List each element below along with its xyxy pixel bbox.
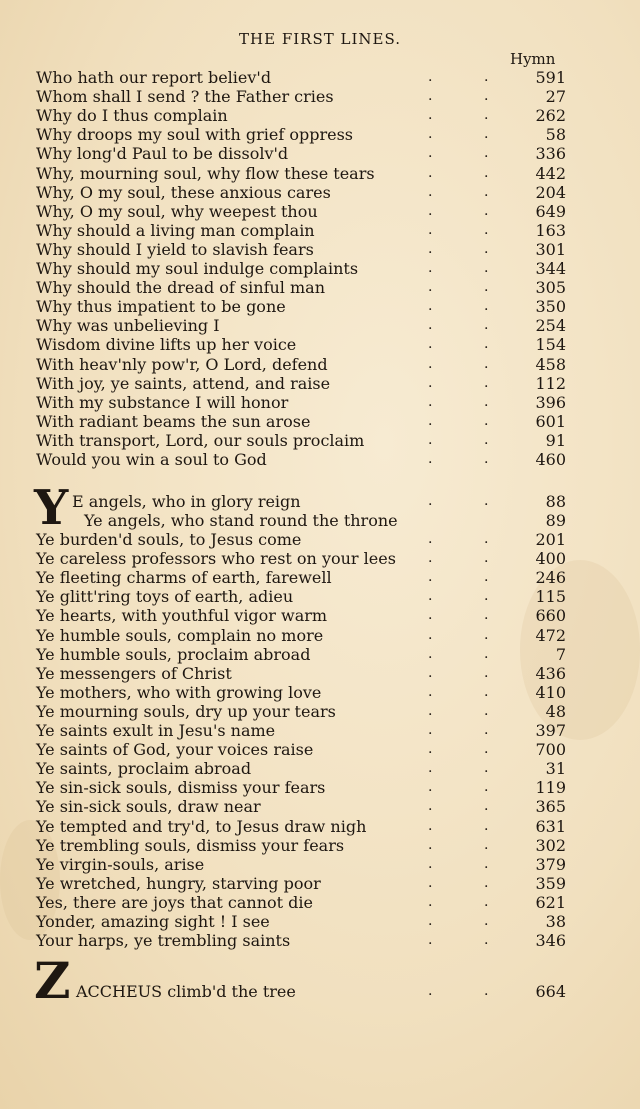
index-entry bbox=[36, 125, 566, 144]
entry-text: Ye humble souls, proclaim abroad bbox=[36, 644, 311, 664]
hymn-number: 88 bbox=[545, 492, 566, 511]
hymn-number: 305 bbox=[535, 278, 566, 298]
leader-dot: . bbox=[484, 393, 489, 410]
index-entry bbox=[36, 240, 566, 259]
entry-text: Ye humble souls, complain no more bbox=[36, 625, 324, 645]
leader-dot: . bbox=[428, 88, 433, 105]
leader-dot: . bbox=[428, 451, 433, 467]
leader-dot: . bbox=[484, 145, 489, 162]
leader-dot: . bbox=[428, 645, 433, 662]
hymn-number: 601 bbox=[535, 411, 566, 431]
hymn-number: 27 bbox=[545, 87, 566, 107]
leader-dot: . bbox=[484, 722, 489, 738]
index-entry bbox=[36, 606, 566, 625]
hymn-number: 31 bbox=[545, 759, 566, 779]
hymn-number: 631 bbox=[535, 816, 566, 836]
leader-dot: . bbox=[484, 202, 489, 219]
leader-dot: . bbox=[484, 836, 489, 853]
leader-dot: . bbox=[428, 741, 433, 758]
entry-text: Ye virgin-souls, arise bbox=[36, 854, 205, 874]
hymn-number: 436 bbox=[535, 663, 566, 683]
leader-dot: . bbox=[484, 298, 489, 315]
leader-dot: . bbox=[484, 664, 489, 681]
leader-dot: . bbox=[484, 741, 489, 758]
index-entry bbox=[36, 912, 566, 931]
entry-text: E angels, who in glory reign bbox=[72, 492, 301, 511]
index-entry bbox=[36, 683, 566, 702]
entry-text: Ye wretched, hungry, starving poor bbox=[36, 873, 321, 893]
index-entry bbox=[36, 374, 566, 393]
leader-dot: . bbox=[428, 531, 433, 547]
index-entry bbox=[36, 221, 566, 240]
entry-text: With my substance I will honor bbox=[36, 392, 289, 412]
entry-text: Ye saints of God, your voices raise bbox=[36, 740, 314, 760]
entry-text: Yonder, amazing sight ! I see bbox=[36, 912, 270, 931]
hymn-number: 458 bbox=[535, 354, 566, 374]
leader-dot: . bbox=[484, 126, 489, 143]
index-entry bbox=[36, 530, 566, 549]
hymn-number: 591 bbox=[535, 68, 566, 87]
index-entry bbox=[36, 797, 566, 816]
leader-dot: . bbox=[484, 855, 489, 872]
leader-dot: . bbox=[484, 451, 489, 467]
entry-text: Why thus impatient to be gone bbox=[36, 297, 286, 317]
entry-text: Ye messengers of Christ bbox=[36, 663, 232, 683]
leader-dot: . bbox=[484, 817, 489, 834]
leader-dot: . bbox=[428, 913, 433, 929]
index-entry bbox=[36, 982, 566, 1001]
entry-text: Ye careless professors who rest on your lees bbox=[36, 549, 396, 569]
leader-dot: . bbox=[428, 664, 433, 681]
entry-text: Why droops my soul with grief oppress bbox=[36, 125, 353, 145]
hymn-number: 397 bbox=[535, 721, 566, 740]
leader-dot: . bbox=[484, 626, 489, 643]
leader-dot: . bbox=[484, 550, 489, 567]
entry-text: Who hath our report believ'd bbox=[36, 68, 272, 87]
leader-dot: . bbox=[428, 126, 433, 143]
index-entry bbox=[36, 511, 566, 530]
index-entry bbox=[36, 316, 566, 335]
entry-text: Ye tempted and try'd, to Jesus draw nigh bbox=[36, 816, 367, 836]
index-entry bbox=[36, 164, 566, 183]
entry-text: Ye hearts, with youthful vigor warm bbox=[36, 606, 328, 626]
index-entry bbox=[36, 645, 566, 664]
leader-dot: . bbox=[428, 588, 433, 605]
index-entry bbox=[36, 855, 566, 874]
leader-dot: . bbox=[428, 355, 433, 372]
entry-text: Ye burden'd souls, to Jesus come bbox=[36, 530, 302, 549]
index-entry bbox=[36, 836, 566, 855]
entry-text: Wisdom divine lifts up her voice bbox=[36, 335, 297, 355]
entry-text: Why was unbelieving I bbox=[36, 316, 220, 336]
hymn-number: 112 bbox=[535, 373, 566, 393]
leader-dot: . bbox=[428, 279, 433, 296]
index-entry bbox=[36, 778, 566, 797]
index-entry bbox=[36, 587, 566, 606]
hymn-number: 163 bbox=[535, 220, 566, 240]
leader-dot: . bbox=[428, 69, 433, 85]
leader-dot: . bbox=[484, 798, 489, 815]
hymn-number: 700 bbox=[535, 740, 566, 760]
hymn-number: 48 bbox=[545, 701, 566, 721]
hymn-number: 664 bbox=[535, 982, 566, 1001]
index-entry bbox=[36, 702, 566, 721]
leader-dot: . bbox=[428, 393, 433, 410]
hymn-number: 660 bbox=[535, 606, 566, 626]
hymn-number: 115 bbox=[535, 587, 566, 607]
leader-dot: . bbox=[428, 317, 433, 334]
hymn-number: 346 bbox=[535, 931, 566, 951]
dropcap-y: Y bbox=[34, 480, 69, 536]
leader-dot: . bbox=[428, 798, 433, 815]
index-entry bbox=[36, 393, 566, 412]
leader-dot: . bbox=[484, 983, 489, 999]
hymn-number: 442 bbox=[535, 163, 566, 183]
leader-dot: . bbox=[428, 374, 433, 391]
leader-dot: . bbox=[428, 874, 433, 891]
leader-dot: . bbox=[484, 874, 489, 891]
hymn-number: 460 bbox=[535, 450, 566, 469]
entry-text: Ye mothers, who with growing love bbox=[36, 682, 322, 702]
leader-dot: . bbox=[428, 817, 433, 834]
leader-dot: . bbox=[428, 626, 433, 643]
index-entry bbox=[36, 202, 566, 221]
hymn-number: 472 bbox=[535, 625, 566, 645]
leader-dot: . bbox=[484, 88, 489, 105]
leader-dot: . bbox=[428, 164, 433, 181]
leader-dot: . bbox=[484, 260, 489, 276]
hymn-number: 204 bbox=[535, 182, 566, 202]
entry-text: With heav'nly pow'r, O Lord, defend bbox=[36, 354, 328, 374]
entry-text: Why long'd Paul to be dissolv'd bbox=[36, 144, 289, 164]
hymn-number: 7 bbox=[555, 644, 566, 664]
leader-dot: . bbox=[484, 913, 489, 929]
leader-dot: . bbox=[484, 412, 489, 429]
leader-dot: . bbox=[428, 683, 433, 700]
hymn-number: 91 bbox=[545, 430, 566, 450]
entry-text: Ye fleeting charms of earth, farewell bbox=[36, 568, 332, 588]
hymn-number: 365 bbox=[535, 797, 566, 817]
leader-dot: . bbox=[484, 607, 489, 624]
index-entry bbox=[36, 355, 566, 374]
leader-dot: . bbox=[428, 336, 433, 353]
index-entry bbox=[36, 721, 566, 740]
entry-text: Why should I yield to slavish fears bbox=[36, 239, 314, 259]
entry-text: Why should the dread of sinful man bbox=[36, 278, 326, 298]
leader-dot: . bbox=[428, 202, 433, 219]
index-entry bbox=[36, 183, 566, 202]
entry-text: Why, mourning soul, why flow these tears bbox=[36, 163, 375, 183]
hymn-number: 302 bbox=[535, 835, 566, 855]
leader-dot: . bbox=[484, 279, 489, 296]
leader-dot: . bbox=[428, 702, 433, 719]
hymn-number: 396 bbox=[535, 392, 566, 412]
entry-text: Why, O my soul, these anxious cares bbox=[36, 182, 331, 202]
leader-dot: . bbox=[484, 317, 489, 334]
index-entry bbox=[36, 106, 566, 125]
entry-text: Ye sin-sick souls, dismiss your fears bbox=[36, 778, 326, 798]
hymn-number: 254 bbox=[535, 316, 566, 336]
index-entry bbox=[36, 450, 566, 469]
entry-text: Why should my soul indulge complaints bbox=[36, 259, 359, 278]
leader-dot: . bbox=[484, 240, 489, 257]
leader-dot: . bbox=[428, 221, 433, 238]
leader-dot: . bbox=[484, 355, 489, 372]
leader-dot: . bbox=[484, 431, 489, 448]
index-entry bbox=[36, 931, 566, 950]
entry-text: With transport, Lord, our souls proclaim bbox=[36, 430, 365, 450]
index-entry bbox=[36, 626, 566, 645]
leader-dot: . bbox=[484, 374, 489, 391]
entry-text: With radiant beams the sun arose bbox=[36, 411, 311, 431]
index-entry bbox=[36, 297, 566, 316]
leader-dot: . bbox=[428, 431, 433, 448]
index-entry bbox=[36, 759, 566, 778]
leader-dot: . bbox=[484, 336, 489, 353]
entry-text: Ye saints, proclaim abroad bbox=[36, 759, 252, 779]
leader-dot: . bbox=[484, 779, 489, 796]
hymn-number: 246 bbox=[535, 568, 566, 588]
hymn-number: 154 bbox=[535, 335, 566, 355]
leader-dot: . bbox=[484, 683, 489, 700]
index-entry bbox=[36, 259, 566, 278]
hymn-number: 119 bbox=[535, 778, 566, 798]
index-entry bbox=[36, 549, 566, 568]
leader-dot: . bbox=[428, 298, 433, 315]
column-header-hymn: Hymn bbox=[510, 50, 556, 68]
leader-dot: . bbox=[484, 493, 489, 509]
hymn-number: 400 bbox=[535, 549, 566, 569]
leader-dot: . bbox=[484, 588, 489, 605]
hymn-number: 262 bbox=[535, 106, 566, 126]
index-entry bbox=[36, 412, 566, 431]
hymn-number: 58 bbox=[545, 125, 566, 145]
entry-text: Ye trembling souls, dismiss your fears bbox=[36, 835, 345, 855]
index-entry bbox=[36, 568, 566, 587]
leader-dot: . bbox=[484, 107, 489, 124]
hymn-number: 89 bbox=[545, 511, 566, 530]
index-entry bbox=[36, 335, 566, 354]
leader-dot: . bbox=[428, 855, 433, 872]
leader-dot: . bbox=[484, 69, 489, 85]
index-entry bbox=[36, 492, 566, 511]
leader-dot: . bbox=[428, 107, 433, 124]
leader-dot: . bbox=[428, 607, 433, 624]
leader-dot: . bbox=[428, 722, 433, 738]
leader-dot: . bbox=[484, 569, 489, 586]
entry-text: Ye saints exult in Jesu's name bbox=[36, 721, 276, 740]
leader-dot: . bbox=[428, 412, 433, 429]
index-entry bbox=[36, 87, 566, 106]
entry-text: Ye mourning souls, dry up your tears bbox=[36, 701, 336, 721]
leader-dot: . bbox=[428, 550, 433, 567]
hymn-number: 301 bbox=[535, 239, 566, 259]
leader-dot: . bbox=[484, 760, 489, 777]
entry-text: ACCHEUS climb'd the tree bbox=[76, 982, 296, 1001]
entry-text: With joy, ye saints, attend, and raise bbox=[36, 373, 331, 393]
page-header: THE FIRST LINES. bbox=[239, 30, 401, 48]
leader-dot: . bbox=[428, 779, 433, 796]
index-entry bbox=[36, 68, 566, 87]
dropcap-z: Z bbox=[34, 951, 71, 1010]
hymn-number: 621 bbox=[535, 892, 566, 912]
leader-dot: . bbox=[428, 569, 433, 586]
hymn-number: 344 bbox=[535, 259, 566, 278]
entry-text: Why do I thus complain bbox=[36, 106, 228, 126]
entry-text: Would you win a soul to God bbox=[36, 450, 267, 469]
leader-dot: . bbox=[428, 260, 433, 276]
hymn-number: 649 bbox=[535, 201, 566, 221]
hymn-number: 336 bbox=[535, 144, 566, 164]
leader-dot: . bbox=[428, 983, 433, 999]
leader-dot: . bbox=[484, 932, 489, 949]
leader-dot: . bbox=[484, 702, 489, 719]
entry-text: Your harps, ye trembling saints bbox=[36, 931, 291, 951]
index-entry bbox=[36, 893, 566, 912]
index-entry bbox=[36, 664, 566, 683]
index-entry bbox=[36, 431, 566, 450]
index-entry bbox=[36, 278, 566, 297]
hymn-number: 350 bbox=[535, 297, 566, 317]
index-entry bbox=[36, 740, 566, 759]
entry-text: Why should a living man complain bbox=[36, 220, 315, 240]
hymn-number: 38 bbox=[545, 912, 566, 931]
hymn-number: 410 bbox=[535, 682, 566, 702]
leader-dot: . bbox=[428, 240, 433, 257]
entry-text: Why, O my soul, why weepest thou bbox=[36, 201, 318, 221]
entry-text: Ye glitt'ring toys of earth, adieu bbox=[36, 587, 294, 607]
hymn-number: 359 bbox=[535, 873, 566, 893]
entry-text: Ye sin-sick souls, draw near bbox=[36, 797, 261, 817]
hymn-number: 379 bbox=[535, 854, 566, 874]
leader-dot: . bbox=[484, 645, 489, 662]
leader-dot: . bbox=[428, 183, 433, 200]
entry-text: Ye angels, who stand round the throne bbox=[84, 511, 398, 530]
leader-dot: . bbox=[484, 221, 489, 238]
leader-dot: . bbox=[428, 493, 433, 509]
index-entry bbox=[36, 144, 566, 163]
leader-dot: . bbox=[484, 531, 489, 547]
leader-dot: . bbox=[484, 893, 489, 910]
index-entry bbox=[36, 817, 566, 836]
leader-dot: . bbox=[428, 932, 433, 949]
leader-dot: . bbox=[428, 760, 433, 777]
leader-dot: . bbox=[484, 164, 489, 181]
leader-dot: . bbox=[428, 893, 433, 910]
leader-dot: . bbox=[428, 145, 433, 162]
index-entry bbox=[36, 874, 566, 893]
leader-dot: . bbox=[484, 183, 489, 200]
leader-dot: . bbox=[428, 836, 433, 853]
hymn-number: 201 bbox=[535, 530, 566, 549]
entry-text: Yes, there are joys that cannot die bbox=[36, 892, 313, 912]
entry-text: Whom shall I send ? the Father cries bbox=[36, 87, 334, 107]
